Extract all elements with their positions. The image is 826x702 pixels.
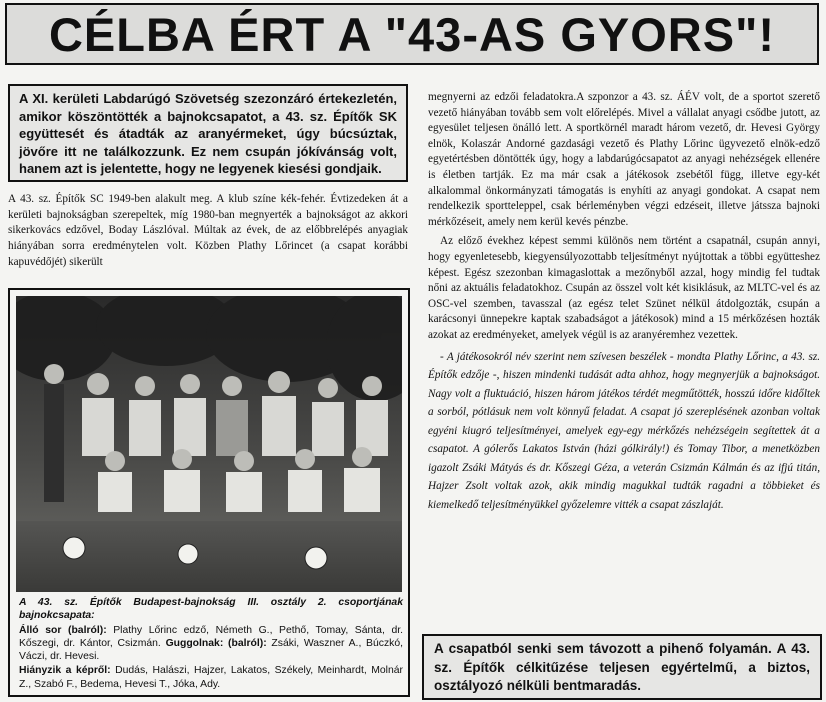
right-paragraph-3: - A játékosokról név szerint nem szívesen beszélek - mondta Plathy Lőrinc, a 43. sz. Építők edzője -, hiszen mindenki tudását adta ahhoz, hogy megnyerjük a bajnokságot. Nagy volt a fluktuáció, hiszen három játékos térdét megműtötték, hosszú időre kidőltek a sorból, pótlásuk nem volt könnyű feladat. A csapat jó szereplésének azonban voltak egyéni kiugró teljesítményei, amelyek egy-egy mérkőzés nehézségein segítettek át a csapatot. A gólerős Lakatos István (házi gólkirály!) és Tomay Tibor, a menetközben igazolt Zsáki Mátyás és dr. Kőszegi Géza, a veterán Csizmán Kálmán és az ifjú titán, Hajzer Zsolt voltak azok, akik mindig magukkal tudták ragadni a többieket és kiemelkedő teljesítményükkel győzelemre vitték a csapat zászlaját. [428, 350, 820, 511]
caption-missing-names: Dudás, Halászi, Hajzer, Lakatos, Székely, Meinhardt, Molnár Z., Szabó F., Bedema, Hevesi T., Jóka, Ady. [19, 665, 403, 690]
caption-row2-names: Zsáki, Waszner A., Búczkó, Váczi, dr. Hevesi. [19, 637, 404, 663]
caption-row1 [19, 624, 403, 664]
caption-row1-label: Álló sor (balról): [19, 624, 107, 636]
caption-row2-label: Guggolnak: (balról): [165, 637, 267, 649]
lead-box [8, 84, 408, 182]
team-photo [16, 296, 402, 592]
photo-frame [8, 288, 410, 697]
caption-missing [19, 664, 403, 691]
photo-caption [19, 596, 403, 692]
intro-paragraph: A 43. sz. Építők SC 1949-ben alakult meg. A klub színe kék-fehér. Évtizedeken át a kerületi bajnokságban szerepeltek, míg 1980-ban megnyerték a bajnokságot az akkori sikerkovács edzővel, Boday Lászlóval. Múltak az évek, de az előbbrelépés anyagiak hiányában sorra eredménytelen volt. Közben Plathy Lőrincet (a csapat korábbi kapuvédőjét) sikerült [8, 193, 408, 268]
closing-box [422, 634, 822, 700]
right-column [428, 90, 820, 518]
right-paragraph-2: Az előző évekhez képest semmi különös nem történt a csapatnál, csupán annyi, hogy egyenletesebb, kiegyensúlyozottabb teljesítményt nyújtottak a többi együtteshez képest. Egész szezonban kimagaslottak a mezőnyből azzal, hogy mindig fel tudtak nőni az aktuális feladatokhoz. Csupán az összel volt két kisiklásuk, az MLTC-vel és az OSC-vel szemben, tavasszal (az egész telet Szünet nélkül átdolgozták, csupán a karácsonyi ünnepekre kaptak szabadságot a játékosok) mind a 15 mérkőzésen hozták azokat az eredményeket, amelyek végül is az aranyéremhez vezettek. [428, 235, 820, 341]
lead-paragraph: A XI. kerületi Labdarúgó Szövetség szezonzáró értekezletén, amikor köszöntötték a bajnokcsapatot, a 43. sz. Építők SK együttesét és átadták az aranyérmeket, úgy búcsúztak, jövőre itt ne találkozzunk. Ez nem csupán jókívánság volt, hanem azt is jelentette, hogy ne legyenek kiesési gondjaik. [19, 91, 397, 176]
caption-row1-names: Plathy Lőrinc edző, Németh G., Pethő, Tomay, Sánta, dr. Kőszegi, dr. Kántor, Csizmán. [19, 624, 403, 649]
headline-box [5, 3, 819, 65]
headline: CÉLBA ÉRT A "43-AS GYORS"! [48, 7, 776, 61]
closing-paragraph: A csapatból senki sem távozott a pihenő folyamán. A 43. sz. Építők célkitűzése teljesen egyértelmű, a biztos, osztályozó nélküli bentmaradás. [434, 641, 810, 693]
caption-title: A 43. sz. Építők Budapest-bajnokság III. osztály 2. csoportjának bajnokcsapata: [19, 597, 403, 622]
right-paragraph-1: megnyerni az edzői feladatokra.A szponzor a 43. sz. ÁÉV volt, de a sportot szerető vezető hiányában tovább sem volt előrelépés. Mivel a vállalat anyagi csődbe jutott, az egyesület teljesen önálló lett. A sportkörnél maradt három vezető, dr. Hevesi György elnök, Kolaszár Andorné gazdasági vezető és Plathy Lőrinc ügyvezető elnök-edző egyetértésben döntötték úgy, hogy a labdarúgócsapatot az anyagi nehézségek ellenére is életben tartják. Ez ma már csak a játékosok zsebétől függ, illetve egy-két alkalommal önkormányzati támogatás is enyhíti az anyagi gondokat. A csapat nem rendelkezik sportteleppel, csak bérleményben végzi edzéseit, illetve játssza bajnoki mérkőzéseit, amely nem kerül kevés pénzbe. [428, 91, 820, 228]
caption-missing-label: Hiányzik a képről: [19, 665, 111, 677]
